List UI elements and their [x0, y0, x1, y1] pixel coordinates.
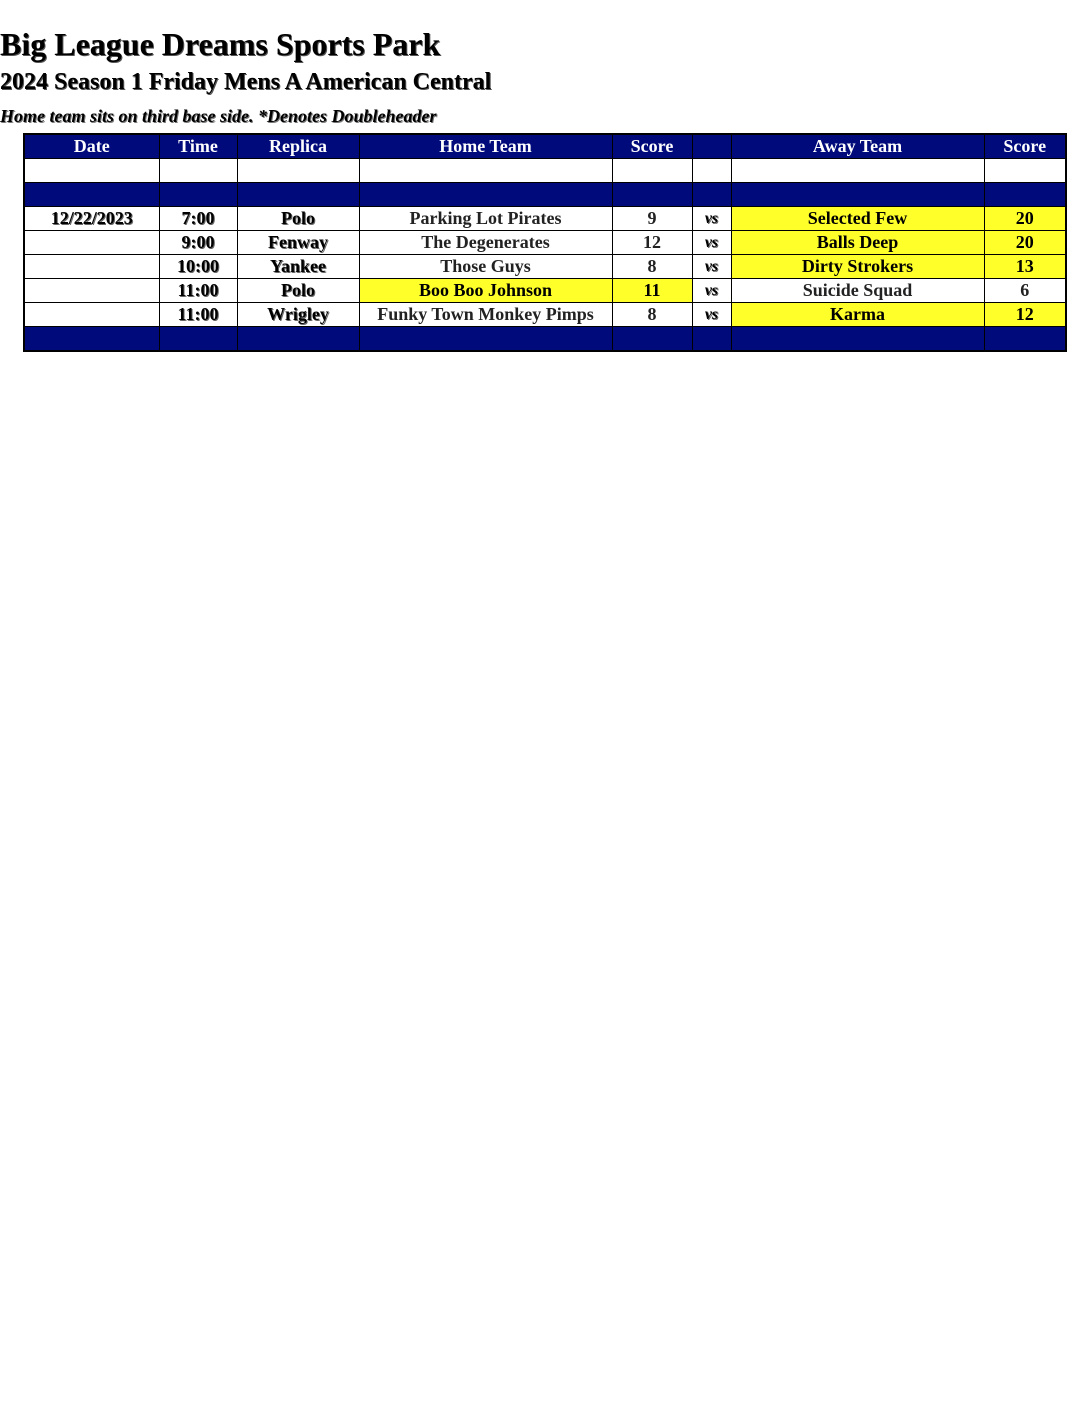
empty-cell: [24, 183, 159, 207]
col-header-away-team: Away Team: [731, 134, 984, 159]
game-date-cell: 12/22/2023: [24, 207, 159, 231]
empty-cell: [612, 327, 692, 352]
home-score-cell: 11: [612, 279, 692, 303]
away-team-cell: Karma: [731, 303, 984, 327]
game-date-cell: [24, 279, 159, 303]
game-field-cell: Yankee: [237, 255, 359, 279]
empty-cell: [692, 159, 731, 183]
game-time-cell: 10:00: [159, 255, 237, 279]
game-date-cell: [24, 303, 159, 327]
home-score-cell: 9: [612, 207, 692, 231]
empty-cell: [692, 183, 731, 207]
empty-cell: [731, 327, 984, 352]
empty-cell: [159, 183, 237, 207]
away-team-cell: Selected Few: [731, 207, 984, 231]
away-team-cell: Dirty Strokers: [731, 255, 984, 279]
schedule-table: [23, 133, 1067, 352]
empty-cell: [984, 159, 1066, 183]
home-score-cell: 8: [612, 255, 692, 279]
game-row: [24, 303, 1066, 327]
home-team-cell: Boo Boo Johnson: [359, 279, 612, 303]
game-field-cell: Fenway: [237, 231, 359, 255]
spacer-row-blank: [24, 159, 1066, 183]
page-title: Big League Dreams Sports Park: [0, 26, 441, 62]
schedule-note: Home team sits on third base side. *Denotes Doubleheader: [0, 106, 437, 126]
vs-cell: vs: [692, 279, 731, 303]
col-header-vs: [692, 134, 731, 159]
away-score-cell: 13: [984, 255, 1066, 279]
empty-cell: [24, 327, 159, 352]
game-row: [24, 279, 1066, 303]
home-score-cell: 8: [612, 303, 692, 327]
empty-cell: [731, 183, 984, 207]
col-header-home-team: Home Team: [359, 134, 612, 159]
empty-cell: [237, 183, 359, 207]
spacer-row-blue: [24, 183, 1066, 207]
empty-cell: [692, 327, 731, 352]
game-field-cell: Polo: [237, 207, 359, 231]
game-row: [24, 231, 1066, 255]
page-subtitle: 2024 Season 1 Friday Mens A American Central: [0, 69, 492, 95]
empty-cell: [359, 183, 612, 207]
empty-cell: [612, 159, 692, 183]
away-score-cell: 6: [984, 279, 1066, 303]
away-score-cell: 20: [984, 231, 1066, 255]
empty-cell: [984, 327, 1066, 352]
game-time-cell: 11:00: [159, 279, 237, 303]
home-team-cell: The Degenerates: [359, 231, 612, 255]
game-field-cell: Polo: [237, 279, 359, 303]
game-time-cell: 7:00: [159, 207, 237, 231]
empty-cell: [159, 159, 237, 183]
away-score-cell: 20: [984, 207, 1066, 231]
col-header-replica: Replica: [237, 134, 359, 159]
home-team-cell: Those Guys: [359, 255, 612, 279]
game-date-cell: [24, 231, 159, 255]
vs-cell: vs: [692, 255, 731, 279]
empty-cell: [359, 159, 612, 183]
empty-cell: [237, 327, 359, 352]
col-header-home-score: Score: [612, 134, 692, 159]
col-header-away-score: Score: [984, 134, 1066, 159]
game-date-cell: [24, 255, 159, 279]
vs-cell: vs: [692, 303, 731, 327]
game-row: [24, 255, 1066, 279]
header-row: [24, 134, 1066, 159]
empty-cell: [359, 327, 612, 352]
empty-cell: [731, 159, 984, 183]
game-row: [24, 207, 1066, 231]
home-score-cell: 12: [612, 231, 692, 255]
empty-cell: [984, 183, 1066, 207]
home-team-cell: Parking Lot Pirates: [359, 207, 612, 231]
game-field-cell: Wrigley: [237, 303, 359, 327]
empty-cell: [612, 183, 692, 207]
empty-cell: [159, 327, 237, 352]
vs-cell: vs: [692, 207, 731, 231]
home-team-cell: Funky Town Monkey Pimps: [359, 303, 612, 327]
away-team-cell: Balls Deep: [731, 231, 984, 255]
game-time-cell: 11:00: [159, 303, 237, 327]
game-time-cell: 9:00: [159, 231, 237, 255]
col-header-time: Time: [159, 134, 237, 159]
spacer-row-blue-bottom: [24, 327, 1066, 352]
empty-cell: [24, 159, 159, 183]
away-score-cell: 12: [984, 303, 1066, 327]
vs-cell: vs: [692, 231, 731, 255]
col-header-date: Date: [24, 134, 159, 159]
empty-cell: [237, 159, 359, 183]
away-team-cell: Suicide Squad: [731, 279, 984, 303]
